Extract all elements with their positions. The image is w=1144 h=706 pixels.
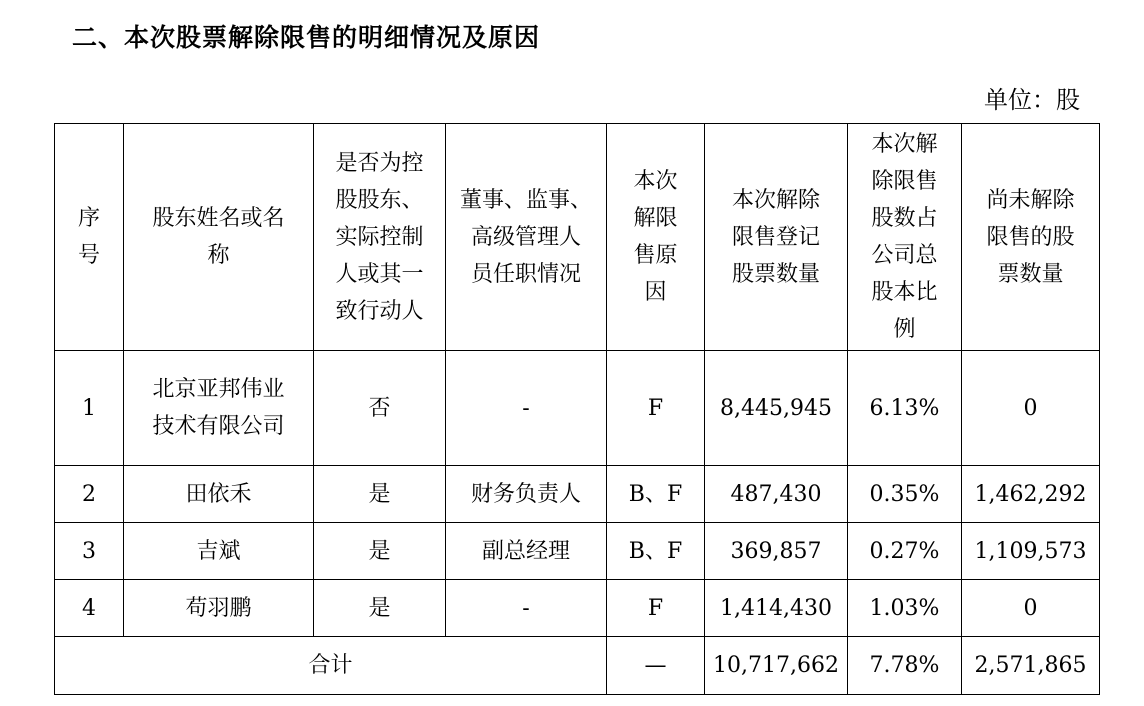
cell-release-reason: B、F [607, 523, 705, 580]
header-cell-index: 序 号 [55, 124, 124, 351]
header-cell-release-ratio: 本次解 除限售 股数占 公司总 股本比 例 [848, 124, 962, 351]
header-cell-release-reason: 本次 解限 售原 因 [607, 124, 705, 351]
cell-index: 1 [55, 351, 124, 466]
header-cell-position: 董事、监事、 高级管理人 员任职情况 [446, 124, 607, 351]
table-row [55, 466, 1100, 523]
cell-remaining-shares: 0 [962, 351, 1100, 466]
cell-shareholder-name: 吉斌 [124, 523, 314, 580]
cell-shareholder-name: 田依禾 [124, 466, 314, 523]
cell-position: 副总经理 [446, 523, 607, 580]
cell-total-ratio: 7.78% [848, 637, 962, 695]
cell-release-reason: B、F [607, 466, 705, 523]
cell-remaining-shares: 1,462,292 [962, 466, 1100, 523]
cell-total-remaining: 2,571,865 [962, 637, 1100, 695]
cell-release-shares: 8,445,945 [705, 351, 848, 466]
cell-position: - [446, 351, 607, 466]
cell-shareholder-name: 苟羽鹏 [124, 580, 314, 637]
cell-release-ratio: 0.35% [848, 466, 962, 523]
cell-release-ratio: 1.03% [848, 580, 962, 637]
header-cell-shareholder-name: 股东姓名或名 称 [124, 124, 314, 351]
cell-release-ratio: 6.13% [848, 351, 962, 466]
cell-index: 4 [55, 580, 124, 637]
table-total-row [55, 637, 1100, 695]
header-cell-controlling-holder: 是否为控 股股东、 实际控制 人或其一 致行动人 [314, 124, 446, 351]
table-row [55, 580, 1100, 637]
cell-release-ratio: 0.27% [848, 523, 962, 580]
header-cell-remaining-shares: 尚未解除 限售的股 票数量 [962, 124, 1100, 351]
table-row [55, 351, 1100, 466]
cell-shareholder-name: 北京亚邦伟业 技术有限公司 [124, 351, 314, 466]
unit-label: 单位：股 [984, 86, 1080, 114]
cell-index: 3 [55, 523, 124, 580]
section-title: 二、本次股票解除限售的明细情况及原因 [72, 23, 541, 52]
cell-controlling-holder: 否 [314, 351, 446, 466]
table-header-row [55, 124, 1100, 351]
cell-release-shares: 369,857 [705, 523, 848, 580]
header-cell-release-shares: 本次解除 限售登记 股票数量 [705, 124, 848, 351]
cell-position: - [446, 580, 607, 637]
cell-total-label: 合计 [55, 637, 607, 695]
cell-release-reason: F [607, 580, 705, 637]
cell-controlling-holder: 是 [314, 580, 446, 637]
cell-release-shares: 1,414,430 [705, 580, 848, 637]
cell-remaining-shares: 1,109,573 [962, 523, 1100, 580]
cell-remaining-shares: 0 [962, 580, 1100, 637]
table-row [55, 523, 1100, 580]
cell-controlling-holder: 是 [314, 466, 446, 523]
release-table [54, 123, 1100, 695]
cell-release-reason: F [607, 351, 705, 466]
cell-total-shares: 10,717,662 [705, 637, 848, 695]
cell-position: 财务负责人 [446, 466, 607, 523]
cell-controlling-holder: 是 [314, 523, 446, 580]
cell-index: 2 [55, 466, 124, 523]
cell-total-reason: — [607, 637, 705, 695]
cell-release-shares: 487,430 [705, 466, 848, 523]
